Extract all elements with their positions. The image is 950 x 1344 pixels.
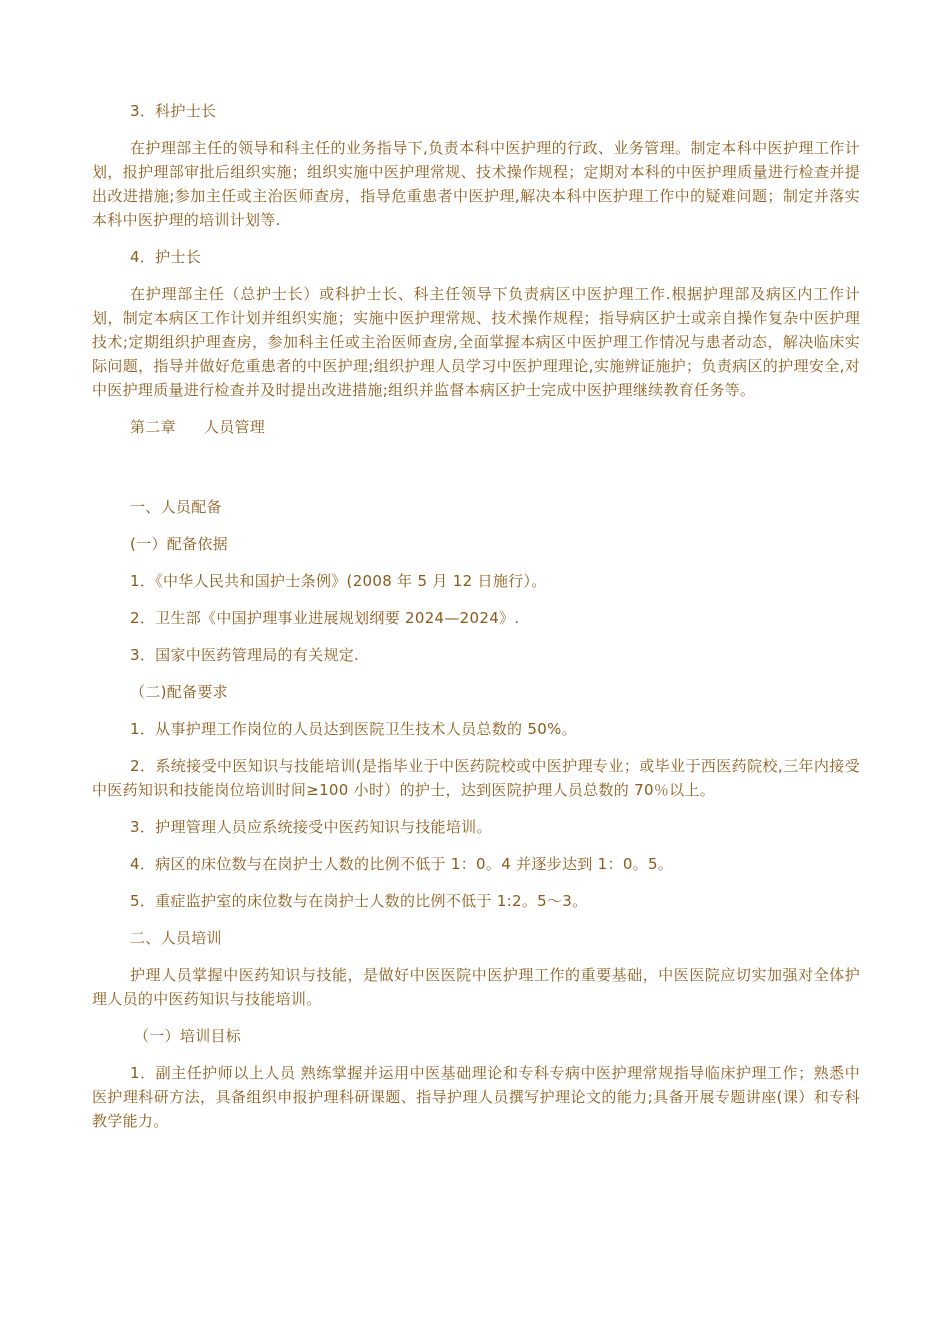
list-item-goal-1: 1．副主任护师以上人员 熟练掌握并运用中医基础理论和专科专病中医护理常规指导临床护理工作；熟悉中医护理科研方法，具备组织申报护理科研课题、指导护理人员撰写护理论文的能力;具备开展专题讲座(课）和专科教学能力。 — [92, 1064, 860, 1130]
chapter-title: 人员管理 — [203, 418, 266, 436]
list-item-basis-2: 2．卫生部《中国护理事业进展规划纲要 2024—2024》. — [130, 609, 520, 627]
section-heading-head-nurse: 4．护士长 — [130, 248, 202, 266]
list-item-basis-1: 1．《中华人民共和国护士条例》(2008 年 5 月 12 日施行）。 — [130, 572, 547, 590]
paragraph-head-nurse: 在护理部主任（总护士长）或科护士长、科主任领导下负责病区中医护理工作.根据护理部及病区内工作计划，制定本病区工作计划并组织实施；实施中医护理常规、技术操作规程；指导病区护士或亲自操作复杂中医护理技术;定期组织护理查房，参加科主任或主治医师查房,全面掌握本病区中医护理工作情况与患者动态，解决临床实际问题，指导并做好危重患者的中医护理;组织护理人员学习中医护理理论,实施辨证施护；负责病区的护理安全,对中医护理质量进行检查并及时提出改进措施;组织并监督本病区护士完成中医护理继续教育任务等。 — [92, 285, 860, 399]
list-item-req-4: 4．病区的床位数与在岗护士人数的比例不低于 1：0。4 并逐步达到 1：0。5。 — [130, 855, 674, 873]
paragraph-head-nurse-dept: 在护理部主任的领导和科主任的业务指导下,负责本科中医护理的行政、业务管理。制定本科中医护理工作计划，报护理部审批后组织实施；组织实施中医护理常规、技术操作规程；定期对本科的中医护理质量进行检查并提出改进措施;参加主任或主治医师查房，指导危重患者中医护理,解决本科中医护理工作中的疑难问题；制定并落实本科中医护理的培训计划等. — [92, 139, 860, 229]
section-heading-head-nurse-dept: 3．科护士长 — [130, 102, 217, 120]
chapter-number: 第二章 — [130, 418, 176, 436]
section-heading-staffing: 一、人员配备 — [130, 498, 222, 516]
list-item-basis-3: 3．国家中医药管理局的有关规定. — [130, 646, 360, 664]
chapter-heading — [92, 415, 860, 439]
list-item-req-3: 3．护理管理人员应系统接受中医药知识与技能培训。 — [130, 818, 492, 836]
subheading-staffing-basis: (一）配备依据 — [130, 535, 228, 553]
document-content — [92, 99, 860, 1133]
paragraph-training-intro: 护理人员掌握中医药知识与技能，是做好中医医院中医护理工作的重要基础，中医医院应切实加强对全体护理人员的中医药知识与技能培训。 — [92, 966, 860, 1008]
subheading-training-goals: （一）培训目标 — [134, 1027, 242, 1045]
list-item-req-2: 2．系统接受中医知识与技能培训(是指毕业于中医药院校或中医护理专业；或毕业于西医药院校,三年内接受中医药知识和技能岗位培训时间≥100 小时）的护士，达到医院护理人员总数的 70％以上。 — [92, 757, 860, 799]
section-heading-training: 二、人员培训 — [130, 929, 222, 947]
list-item-req-5: 5．重症监护室的床位数与在岗护士人数的比例不低于 1:2。5～3。 — [130, 892, 588, 910]
subheading-staffing-requirements: （二)配备要求 — [130, 683, 228, 701]
list-item-req-1: 1．从事护理工作岗位的人员达到医院卫生技术人员总数的 50%。 — [130, 720, 577, 738]
